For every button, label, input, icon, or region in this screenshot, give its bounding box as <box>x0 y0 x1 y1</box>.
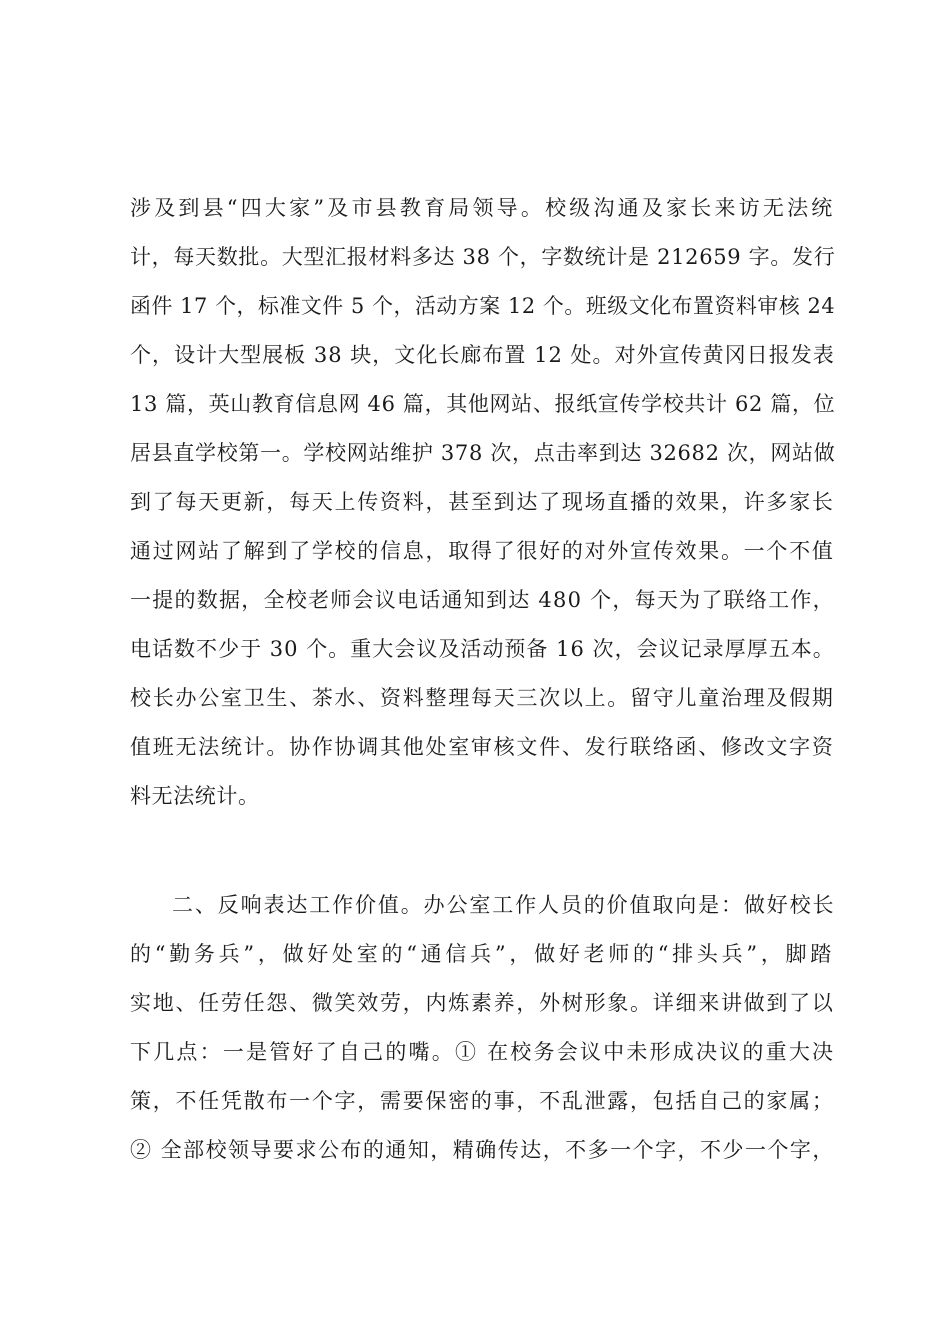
text-line: 计，每天数批。大型汇报材料多达 38 个，字数统计是 212659 字。发行 <box>130 245 836 269</box>
text-line: 涉及到县“四大家”及市县教育局领导。校级沟通及家长来访无法统 <box>130 196 836 220</box>
text-line: 一提的数据，全校老师会议电话通知到达 480 个，每天为了联络工作， <box>130 588 835 612</box>
text-line: 到了每天更新，每天上传资料，甚至到达了现场直播的效果，许多家长 <box>130 490 835 514</box>
text-line: 13 篇，英山教育信息网 46 篇，其他网站、报纸宣传学校共计 62 篇，位 <box>130 392 836 416</box>
text-line: 函件 17 个，标准文件 5 个，活动方案 12 个。班级文化布置资料审核 24 <box>130 294 836 318</box>
text-line: 策，不任凭散布一个字，需要保密的事，不乱泄露，包括自己的家属； <box>130 1089 835 1113</box>
text-line: 校长办公室卫生、茶水、资料整理每天三次以上。留守儿童治理及假期 <box>130 686 835 710</box>
text-line: 个，设计大型展板 38 块，文化长廊布置 12 处。对外宣传黄冈日报发表 <box>130 343 835 367</box>
text-line: 通过网站了解到了学校的信息，取得了很好的对外宣传效果。一个不值 <box>130 539 835 563</box>
text-line: 的“勤务兵”，做好处室的“通信兵”，做好老师的“排头兵”，脚踏 <box>130 942 836 966</box>
text-line: ② 全部校领导要求公布的通知，精确传达，不多一个字，不少一个字， <box>130 1138 835 1162</box>
text-line: 值班无法统计。协作协调其他处室审核文件、发行联络函、修改文字资 <box>130 735 835 759</box>
text-line: 居县直学校第一。学校网站维护 378 次，点击率到达 32682 次，网站做 <box>130 441 836 465</box>
text-line: 二、反响表达工作价值。办公室工作人员的价值取向是：做好校长 <box>172 893 836 917</box>
text-line: 下几点：一是管好了自己的嘴。① 在校务会议中未形成决议的重大决 <box>130 1040 836 1064</box>
text-line: 电话数不少于 30 个。重大会议及活动预备 16 次，会议记录厚厚五本。 <box>130 637 835 661</box>
text-line: 料无法统计。 <box>130 784 260 808</box>
text-line: 实地、任劳任怨、微笑效劳，内炼素养，外树形象。详细来讲做到了以 <box>130 991 835 1015</box>
